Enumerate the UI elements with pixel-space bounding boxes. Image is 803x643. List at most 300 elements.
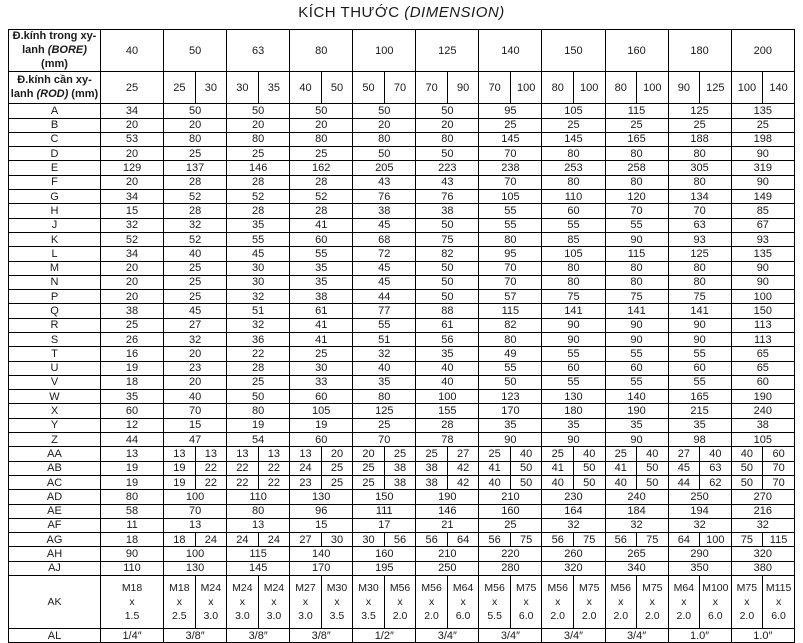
value-cell: 22	[195, 475, 227, 489]
value-cell: 44	[668, 475, 700, 489]
row-label: R	[9, 318, 101, 332]
value-cell: 141	[605, 304, 668, 318]
value-cell: 18	[101, 533, 164, 547]
value-cell: 28	[227, 361, 290, 375]
value-cell: 146	[416, 504, 479, 518]
value-cell: 198	[731, 132, 794, 146]
value-cell: 55	[542, 347, 605, 361]
value-cell: 70	[605, 204, 668, 218]
value-cell: 50	[416, 261, 479, 275]
table-row	[9, 218, 795, 232]
table-row	[9, 275, 795, 289]
rod-value-cell: 50	[321, 72, 353, 104]
value-cell: 129	[101, 161, 164, 175]
value-cell: 3/8″	[164, 629, 227, 643]
value-cell: 115	[763, 533, 795, 547]
value-cell: 80	[479, 232, 542, 246]
value-cell: 80	[605, 275, 668, 289]
value-cell: 90	[605, 232, 668, 246]
value-cell: 57	[479, 290, 542, 304]
value-cell: 35	[542, 418, 605, 432]
row-label: V	[9, 375, 101, 389]
value-cell: 55	[290, 247, 353, 261]
value-cell: 90	[542, 433, 605, 447]
value-cell: 125	[668, 247, 731, 261]
value-cell: 20	[101, 261, 164, 275]
row-label: AG	[9, 533, 101, 547]
value-cell: 50	[637, 475, 669, 489]
value-cell: 30	[321, 533, 353, 547]
value-cell: 25	[321, 461, 353, 475]
value-cell: 35	[227, 218, 290, 232]
value-cell: 56	[416, 333, 479, 347]
value-cell: 93	[731, 232, 794, 246]
bore-header-row	[9, 30, 795, 72]
value-cell: 123	[479, 390, 542, 404]
value-cell: 60	[290, 433, 353, 447]
value-cell: 210	[479, 490, 542, 504]
value-cell: 75	[731, 533, 763, 547]
value-cell: 15	[101, 204, 164, 218]
table-row	[9, 290, 795, 304]
value-cell: 45	[668, 461, 700, 475]
value-cell: 20	[227, 118, 290, 132]
value-cell: 25	[101, 318, 164, 332]
value-cell: 25	[164, 275, 227, 289]
row-label: AJ	[9, 561, 101, 575]
value-cell: 18	[101, 375, 164, 389]
value-cell: 70	[668, 204, 731, 218]
value-cell: 28	[227, 175, 290, 189]
value-cell: 25	[542, 118, 605, 132]
value-cell: 38	[416, 475, 448, 489]
value-cell: 253	[542, 161, 605, 175]
value-cell: 80	[542, 175, 605, 189]
table-row	[9, 347, 795, 361]
value-cell: M18 x 2.5	[164, 576, 196, 629]
row-label: C	[9, 132, 101, 146]
value-cell: 13	[290, 447, 322, 461]
value-cell: 25	[227, 375, 290, 389]
value-cell: 75	[510, 533, 542, 547]
bore-header-label	[9, 30, 101, 72]
value-cell: 62	[700, 475, 732, 489]
value-cell: 40	[353, 361, 416, 375]
value-cell: 32	[668, 518, 731, 532]
bore-value-cell: 80	[290, 30, 353, 72]
value-cell: 77	[353, 304, 416, 318]
value-cell: M56 x 2.0	[416, 576, 448, 629]
value-cell: 250	[668, 490, 731, 504]
value-cell: 20	[353, 447, 385, 461]
value-cell: 25	[164, 290, 227, 304]
value-cell: 32	[542, 518, 605, 532]
rod-value-cell: 125	[700, 72, 732, 104]
value-cell: 27	[164, 318, 227, 332]
value-cell: 238	[479, 161, 542, 175]
table-row	[9, 629, 795, 643]
row-label: H	[9, 204, 101, 218]
value-cell: 70	[164, 504, 227, 518]
value-cell: 195	[353, 561, 416, 575]
value-cell: 25	[353, 418, 416, 432]
value-cell: 32	[353, 347, 416, 361]
value-cell: 250	[416, 561, 479, 575]
title-main: KÍCH THƯỚC	[298, 4, 400, 21]
rod-value-cell: 90	[447, 72, 479, 104]
value-cell: M115 x 6.0	[763, 576, 795, 629]
value-cell: 75	[573, 533, 605, 547]
value-cell: 13	[195, 447, 227, 461]
value-cell: 56	[542, 533, 574, 547]
value-cell: 32	[227, 290, 290, 304]
bore-value-cell: 40	[101, 30, 164, 72]
value-cell: 80	[605, 147, 668, 161]
value-cell: 50	[510, 461, 542, 475]
value-cell: 3/4″	[542, 629, 605, 643]
row-label: S	[9, 333, 101, 347]
value-cell: 63	[700, 461, 732, 475]
value-cell: 50	[416, 147, 479, 161]
value-cell: 78	[416, 433, 479, 447]
value-cell: 27	[668, 447, 700, 461]
value-cell: 113	[731, 318, 794, 332]
table-row	[9, 361, 795, 375]
value-cell: 240	[605, 490, 668, 504]
value-cell: 51	[353, 333, 416, 347]
value-cell: 12	[101, 418, 164, 432]
value-cell: 50	[353, 104, 416, 118]
value-cell: 320	[731, 547, 794, 561]
value-cell: 27	[290, 533, 322, 547]
value-cell: 54	[227, 433, 290, 447]
value-cell: 90	[668, 333, 731, 347]
rod-value-cell: 90	[668, 72, 700, 104]
value-cell: 21	[416, 518, 479, 532]
value-cell: 13	[227, 518, 290, 532]
value-cell: 25	[353, 475, 385, 489]
value-cell: 23	[290, 475, 322, 489]
value-cell: 26	[101, 333, 164, 347]
rod-value-cell: 40	[290, 72, 322, 104]
value-cell: 25	[731, 118, 794, 132]
value-cell: 205	[353, 161, 416, 175]
value-cell: 24	[195, 533, 227, 547]
value-cell: 80	[542, 275, 605, 289]
value-cell: 70	[164, 404, 227, 418]
value-cell: 25	[353, 461, 385, 475]
value-cell: 25	[605, 447, 637, 461]
value-cell: 135	[731, 104, 794, 118]
value-cell: 22	[258, 461, 290, 475]
row-label: Y	[9, 418, 101, 432]
value-cell: 190	[605, 404, 668, 418]
value-cell: 305	[668, 161, 731, 175]
value-cell: 27	[447, 447, 479, 461]
table-row	[9, 118, 795, 132]
value-cell: 60	[290, 390, 353, 404]
value-cell: 49	[479, 347, 542, 361]
value-cell: 160	[479, 504, 542, 518]
value-cell: 100	[164, 490, 227, 504]
value-cell: 28	[290, 175, 353, 189]
value-cell: 50	[416, 290, 479, 304]
value-cell: 125	[353, 404, 416, 418]
dimension-table	[8, 29, 795, 643]
table-row	[9, 418, 795, 432]
row-label: Z	[9, 433, 101, 447]
value-cell: 19	[164, 475, 196, 489]
value-cell: 93	[668, 232, 731, 246]
value-cell: 110	[101, 561, 164, 575]
value-cell: 25	[290, 347, 353, 361]
value-cell: 52	[164, 232, 227, 246]
row-label: AK	[9, 576, 101, 629]
value-cell: 100	[700, 533, 732, 547]
value-cell: 80	[668, 261, 731, 275]
value-cell: M75 x 2.0	[637, 576, 669, 629]
value-cell: 28	[164, 175, 227, 189]
value-cell: M30 x 3.5	[353, 576, 385, 629]
bore-value-cell: 125	[416, 30, 479, 72]
rod-value-cell: 100	[573, 72, 605, 104]
value-cell: 80	[227, 132, 290, 146]
value-cell: 150	[731, 304, 794, 318]
value-cell: 65	[731, 347, 794, 361]
value-cell: M24 x 3.0	[258, 576, 290, 629]
value-cell: M30 x 3.5	[321, 576, 353, 629]
value-cell: 85	[542, 232, 605, 246]
value-cell: 160	[353, 547, 416, 561]
value-cell: 100	[416, 390, 479, 404]
value-cell: 40	[416, 361, 479, 375]
value-cell: 80	[668, 275, 731, 289]
row-label: M	[9, 261, 101, 275]
value-cell: 70	[353, 433, 416, 447]
table-row	[9, 190, 795, 204]
value-cell: 55	[668, 375, 731, 389]
value-cell: 20	[353, 118, 416, 132]
row-label: AB	[9, 461, 101, 475]
value-cell: 3/8″	[227, 629, 290, 643]
value-cell: 38	[384, 475, 416, 489]
rod-value-cell: 35	[258, 72, 290, 104]
rod-value-cell: 70	[416, 72, 448, 104]
value-cell: 25	[479, 447, 511, 461]
value-cell: 170	[290, 561, 353, 575]
row-label: D	[9, 147, 101, 161]
value-cell: 164	[542, 504, 605, 518]
value-cell: 75	[637, 533, 669, 547]
value-cell: 25	[384, 447, 416, 461]
value-cell: 36	[227, 333, 290, 347]
table-row	[9, 547, 795, 561]
table-row	[9, 461, 795, 475]
value-cell: 146	[227, 161, 290, 175]
value-cell: 55	[542, 375, 605, 389]
value-cell: 3/4″	[416, 629, 479, 643]
value-cell: M56 x 2.0	[542, 576, 574, 629]
value-cell: 223	[416, 161, 479, 175]
value-cell: 32	[731, 518, 794, 532]
value-cell: 30	[227, 275, 290, 289]
table-row	[9, 333, 795, 347]
value-cell: 165	[605, 132, 668, 146]
value-cell: 100	[731, 290, 794, 304]
value-cell: 210	[416, 547, 479, 561]
value-cell: 80	[479, 333, 542, 347]
value-cell: 72	[353, 247, 416, 261]
value-cell: 141	[542, 304, 605, 318]
value-cell: 47	[164, 433, 227, 447]
value-cell: 52	[101, 232, 164, 246]
value-cell: 34	[101, 190, 164, 204]
rod-header-row	[9, 72, 795, 104]
value-cell: 80	[353, 390, 416, 404]
row-label: G	[9, 190, 101, 204]
row-label: F	[9, 175, 101, 189]
value-cell: 162	[290, 161, 353, 175]
row-label: K	[9, 232, 101, 246]
value-cell: 16	[101, 347, 164, 361]
value-cell: 88	[416, 304, 479, 318]
value-cell: 70	[479, 275, 542, 289]
value-cell: 42	[447, 461, 479, 475]
value-cell: 145	[479, 132, 542, 146]
value-cell: 75	[668, 290, 731, 304]
bore-value-cell: 100	[353, 30, 416, 72]
value-cell: M56 x 5.5	[479, 576, 511, 629]
value-cell: 34	[101, 247, 164, 261]
table-row	[9, 247, 795, 261]
value-cell: 13	[101, 447, 164, 461]
value-cell: 80	[542, 261, 605, 275]
value-cell: 61	[416, 318, 479, 332]
value-cell: 30	[290, 361, 353, 375]
value-cell: 13	[258, 447, 290, 461]
rod-value-cell: 100	[637, 72, 669, 104]
rod-value-cell: 100	[731, 72, 763, 104]
value-cell: 11	[101, 518, 164, 532]
value-cell: 65	[731, 361, 794, 375]
value-cell: 51	[227, 304, 290, 318]
value-cell: 3/4″	[479, 629, 542, 643]
value-cell: 105	[290, 404, 353, 418]
value-cell: M75 x 2.0	[731, 576, 763, 629]
value-cell: 45	[353, 261, 416, 275]
value-cell: 230	[542, 490, 605, 504]
bore-value-cell: 50	[164, 30, 227, 72]
value-cell: 20	[290, 118, 353, 132]
value-cell: 141	[668, 304, 731, 318]
value-cell: 22	[195, 461, 227, 475]
rod-value-cell: 80	[542, 72, 574, 104]
value-cell: 68	[353, 232, 416, 246]
value-cell: 50	[290, 104, 353, 118]
table-row	[9, 161, 795, 175]
value-cell: 80	[290, 132, 353, 146]
bore-value-cell: 150	[542, 30, 605, 72]
value-cell: 82	[479, 318, 542, 332]
value-cell: 95	[479, 247, 542, 261]
value-cell: 90	[731, 175, 794, 189]
rod-value-cell: 80	[605, 72, 637, 104]
value-cell: 80	[101, 490, 164, 504]
value-cell: 28	[290, 204, 353, 218]
value-cell: 25	[605, 118, 668, 132]
value-cell: 40	[637, 447, 669, 461]
value-cell: 100	[164, 547, 227, 561]
value-cell: 111	[353, 504, 416, 518]
value-cell: 280	[479, 561, 542, 575]
value-cell: 90	[731, 147, 794, 161]
value-cell: 44	[353, 290, 416, 304]
value-cell: 70	[763, 475, 795, 489]
value-cell: 115	[605, 104, 668, 118]
value-cell: 38	[353, 204, 416, 218]
value-cell: 32	[101, 218, 164, 232]
value-cell: 60	[290, 232, 353, 246]
rod-value-cell: 140	[763, 72, 795, 104]
value-cell: 113	[731, 333, 794, 347]
table-row	[9, 375, 795, 389]
value-cell: 24	[290, 461, 322, 475]
value-cell: M24 x 3.0	[227, 576, 259, 629]
value-cell: 40	[164, 390, 227, 404]
value-cell: 38	[416, 204, 479, 218]
value-cell: 80	[605, 261, 668, 275]
value-cell: 35	[479, 418, 542, 432]
value-cell: 130	[164, 561, 227, 575]
value-cell: 258	[605, 161, 668, 175]
value-cell: 98	[668, 433, 731, 447]
value-cell: 64	[668, 533, 700, 547]
value-cell: 85	[731, 204, 794, 218]
value-cell: 40	[510, 447, 542, 461]
value-cell: 55	[605, 218, 668, 232]
value-cell: 340	[605, 561, 668, 575]
value-cell: 90	[605, 318, 668, 332]
value-cell: 70	[479, 261, 542, 275]
value-cell: 55	[479, 204, 542, 218]
value-cell: 43	[416, 175, 479, 189]
value-cell: 50	[164, 104, 227, 118]
value-cell: 75	[605, 290, 668, 304]
value-cell: 44	[101, 433, 164, 447]
value-cell: 40	[731, 447, 763, 461]
value-cell: 23	[164, 361, 227, 375]
value-cell: M56 x 2.0	[384, 576, 416, 629]
rod-header-label	[9, 72, 101, 104]
value-cell: 58	[101, 504, 164, 518]
value-cell: 19	[164, 461, 196, 475]
value-cell: 30	[227, 261, 290, 275]
value-cell: 70	[479, 175, 542, 189]
value-cell: 52	[164, 190, 227, 204]
value-cell: M64 x 2.0	[668, 576, 700, 629]
value-cell: 184	[605, 504, 668, 518]
value-cell: 150	[353, 490, 416, 504]
value-cell: 20	[164, 347, 227, 361]
value-cell: 60	[605, 361, 668, 375]
row-label: N	[9, 275, 101, 289]
value-cell: 1/2″	[353, 629, 416, 643]
bore-label-italic: (BORE)	[47, 43, 87, 56]
value-cell: 19	[101, 475, 164, 489]
row-label: X	[9, 404, 101, 418]
value-cell: 55	[479, 218, 542, 232]
title-subtitle: (DIMENSION)	[404, 4, 505, 21]
